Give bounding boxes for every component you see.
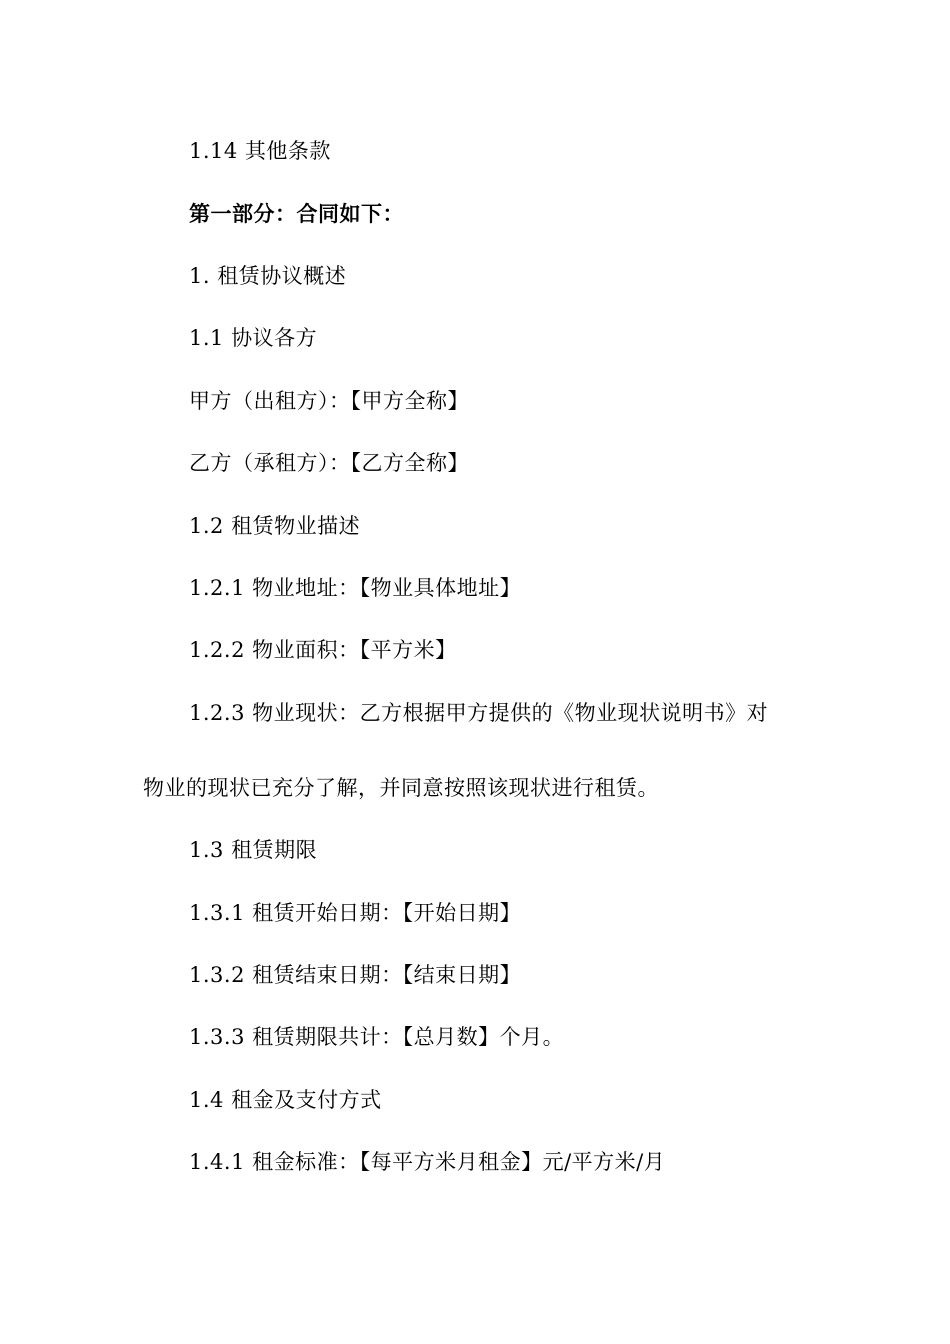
clause-1-14-heading: 1.14 其他条款: [189, 139, 331, 163]
clause-1-3-2-line: 1.3.2 租赁结束日期：【结束日期】: [189, 963, 522, 987]
clause-1-3-1-line: 1.3.1 租赁开始日期：【开始日期】: [189, 901, 522, 925]
clause-1-4-1-line: 1.4.1 租金标准：【每平方米月租金】元/平方米/月: [189, 1150, 666, 1174]
party-a-line: 甲方（出租方）：【甲方全称】: [189, 389, 469, 413]
clause-1-3-heading: 1.3 租赁期限: [189, 838, 318, 862]
section-1-heading: 1. 租赁协议概述: [189, 264, 347, 288]
clause-1-2-3-line: 1.2.3 物业现状：乙方根据甲方提供的《物业现状说明书》对: [189, 701, 769, 725]
clause-1-3-3-line: 1.3.3 租赁期限共计：【总月数】个月。: [189, 1025, 565, 1049]
clause-1-2-2-line: 1.2.2 物业面积：【平方米】: [189, 638, 457, 662]
clause-1-1-heading: 1.1 协议各方: [189, 326, 318, 350]
clause-1-2-1-line: 1.2.1 物业地址：【物业具体地址】: [189, 576, 522, 600]
party-b-line: 乙方（承租方）：【乙方全称】: [189, 451, 469, 475]
clause-1-4-heading: 1.4 租金及支付方式: [189, 1088, 382, 1112]
part-one-heading: 第一部分：合同如下：: [189, 202, 404, 226]
clause-1-2-3-continuation: 物业的现状已充分了解，并同意按照该现状进行租赁。: [143, 776, 659, 800]
clause-1-2-heading: 1.2 租赁物业描述: [189, 514, 361, 538]
